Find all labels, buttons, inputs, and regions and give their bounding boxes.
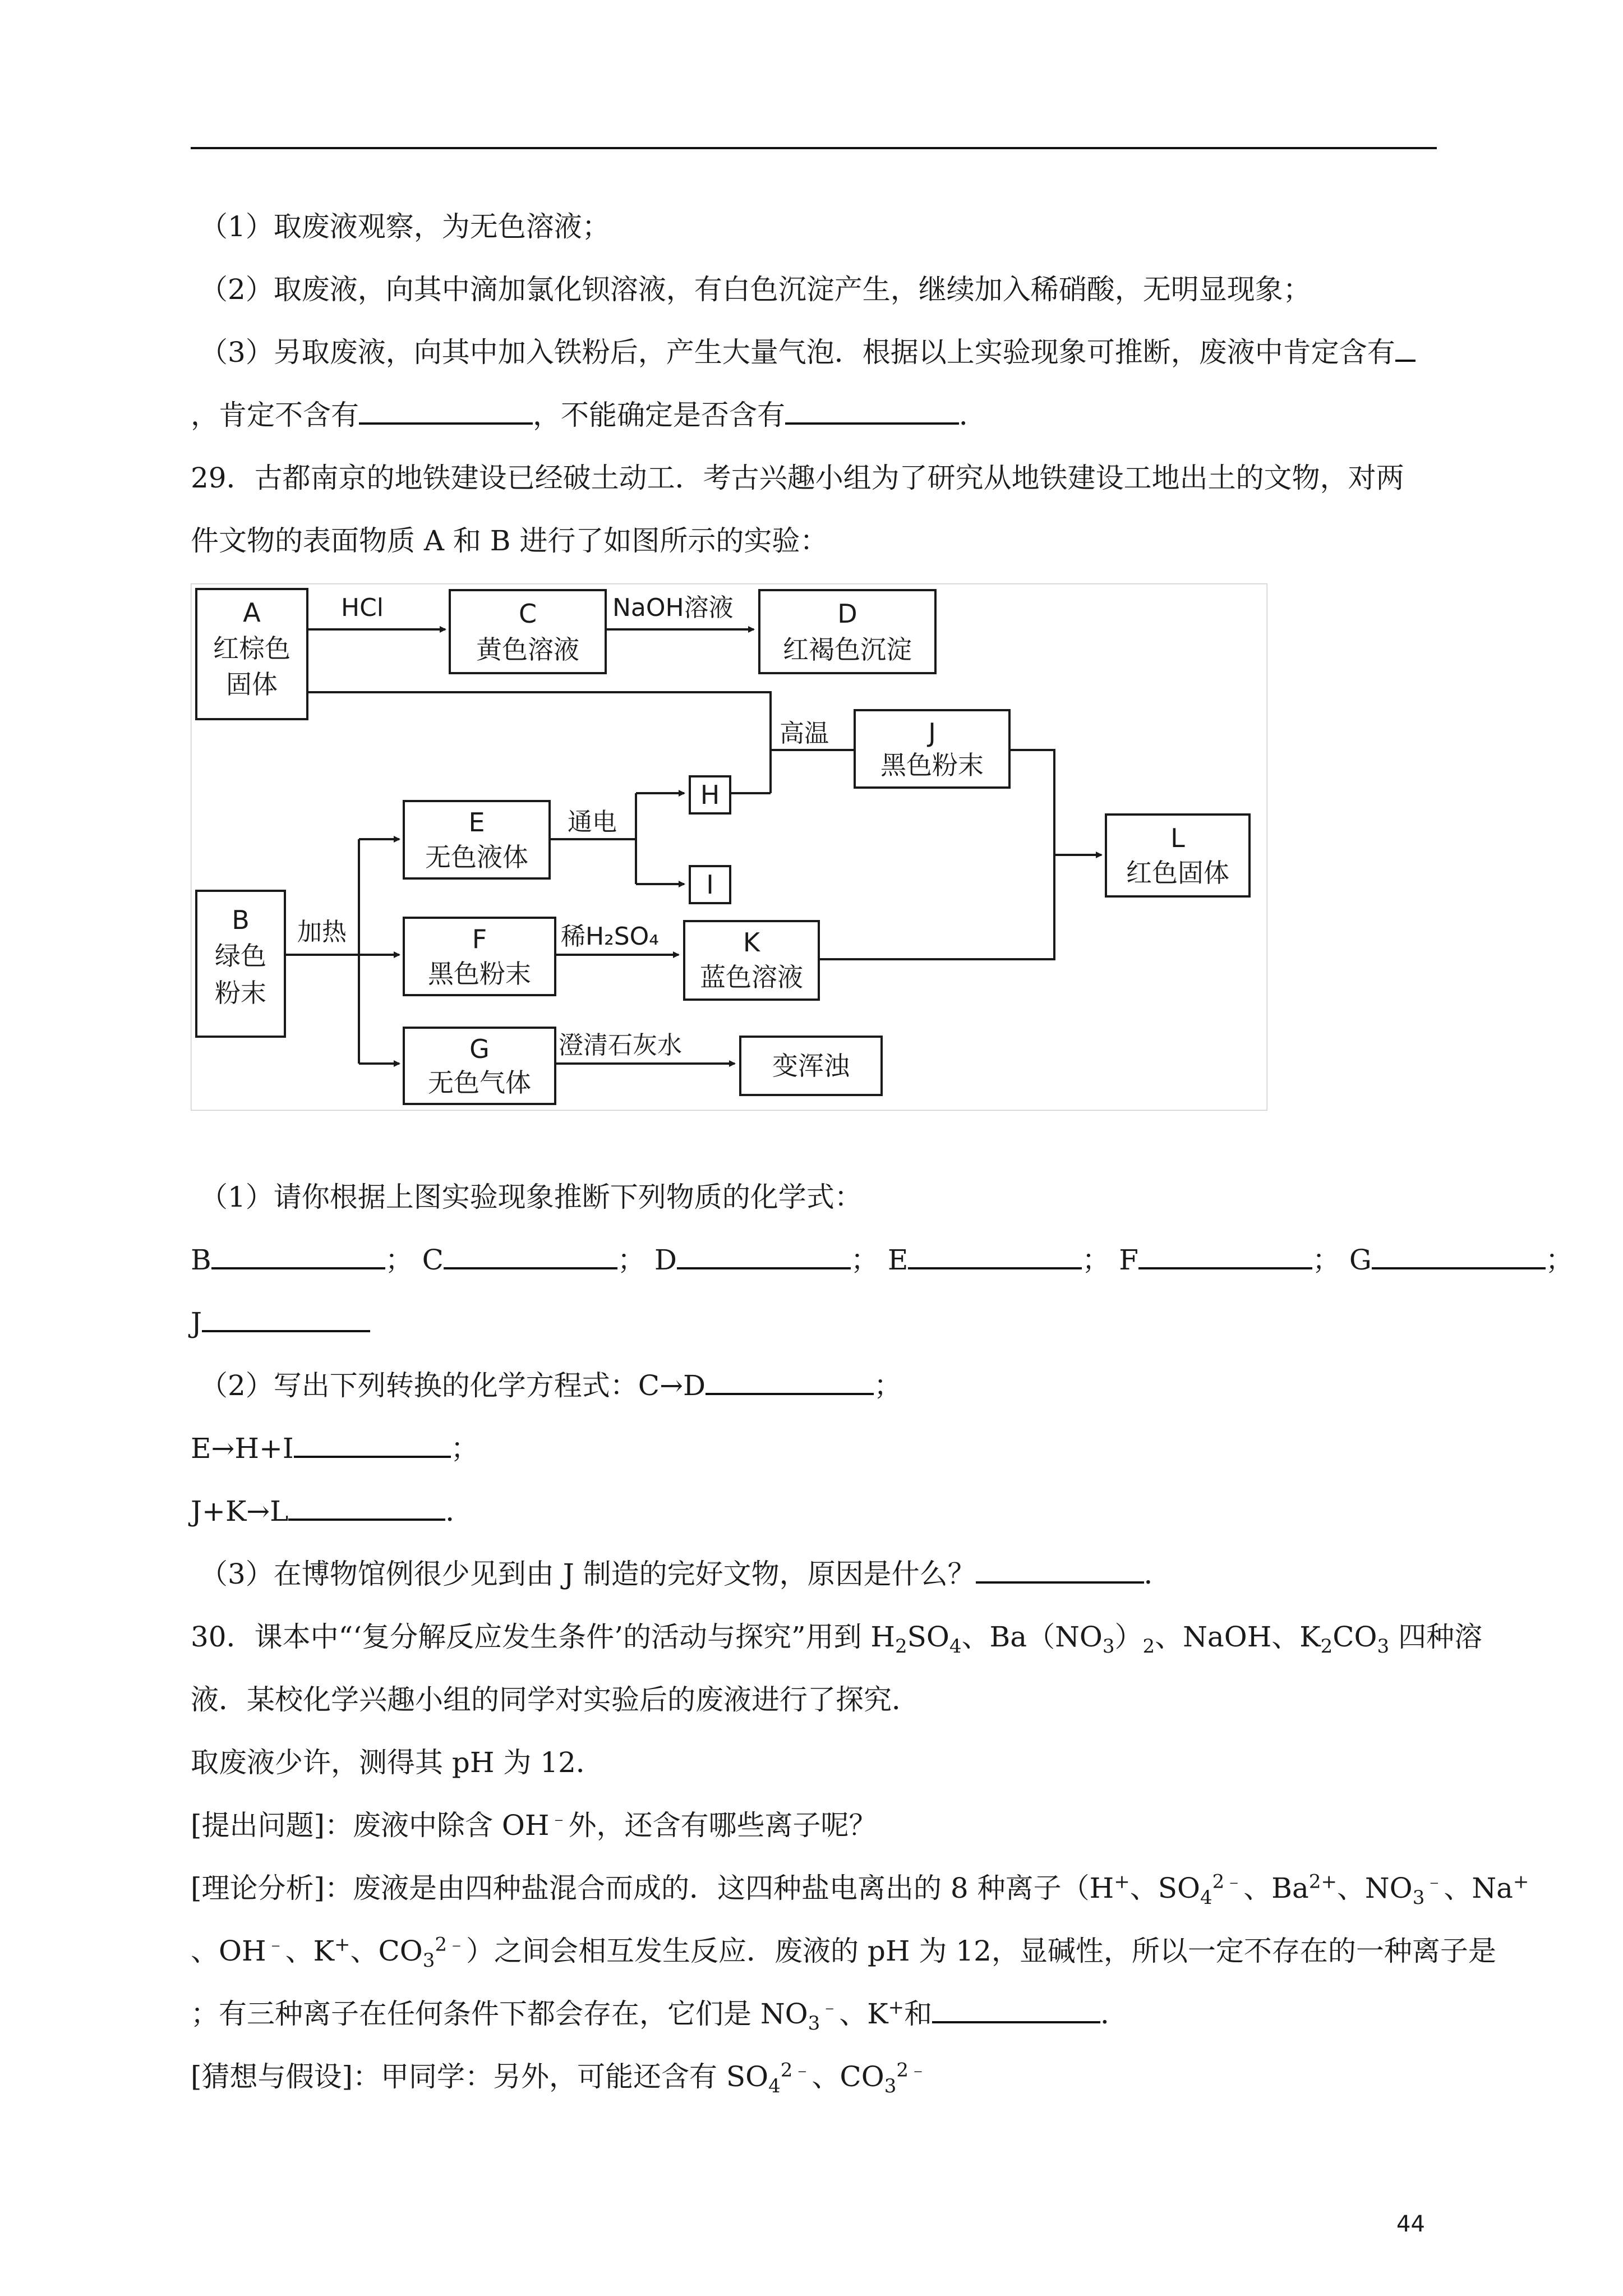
answer-blank-jkl[interactable] (288, 1494, 445, 1521)
text: 、CO (811, 2060, 884, 2093)
sep: ． (445, 1495, 474, 1527)
q30-line-1 (191, 1619, 1483, 1658)
box-b (196, 891, 285, 1037)
box-h-letter: H (700, 780, 720, 810)
box-f-line1: 黑色粉末 (428, 959, 531, 989)
box-j (855, 710, 1009, 788)
sub: 4 (768, 2075, 781, 2097)
sup: ﹣ (549, 1807, 569, 1830)
q30-analysis-3 (191, 1996, 1129, 2035)
box-b-line2: 粉末 (215, 978, 266, 1008)
text: ． (1100, 1998, 1129, 2030)
sep: ； (874, 1369, 902, 1402)
label-naoh: NaOH溶液 (612, 593, 734, 622)
prev-step-1: （1）取废液观察，为无色溶液； (200, 210, 610, 243)
sub: 3 (422, 1949, 435, 1972)
box-d-letter: D (837, 599, 857, 629)
box-d-line1: 红褐色沉淀 (783, 634, 912, 665)
box-a (196, 589, 307, 719)
box-j-line1: 黑色粉末 (880, 750, 984, 780)
text: [提出问题]：废液中除含 OH (191, 1809, 550, 1842)
box-g-letter: G (469, 1034, 490, 1064)
label-gaowen: 高温 (780, 719, 829, 748)
sep: ； (850, 1244, 879, 1276)
q29-part3 (200, 1556, 1172, 1592)
box-k (684, 921, 819, 1000)
label-tongdian: 通电 (568, 808, 617, 836)
label-d: D (654, 1244, 677, 1276)
label-f: F (1119, 1244, 1138, 1276)
box-d (759, 590, 935, 673)
text: 、Ba (1243, 1872, 1309, 1904)
box-e (404, 801, 550, 878)
sup: + (334, 1933, 351, 1956)
q29-eq-jkl (191, 1493, 473, 1529)
answer-blank-ion[interactable] (932, 1996, 1100, 2023)
answer-blank-g[interactable] (1372, 1243, 1546, 1269)
box-b-letter: B (232, 905, 250, 935)
text: ） (1114, 1621, 1143, 1653)
label-b: B (191, 1244, 211, 1276)
text: J+K→L (191, 1495, 289, 1527)
sub: 3 (1102, 1635, 1115, 1658)
box-c-line1: 黄色溶液 (476, 634, 579, 665)
q29-intro-2: 件文物的表面物质 A 和 B 进行了如图所示的实验： (191, 524, 828, 557)
sep: ． (1144, 1558, 1172, 1590)
label-hcl: HCl (341, 593, 384, 622)
q30-hypothesis (191, 2059, 928, 2095)
box-k-line1: 蓝色溶液 (700, 962, 803, 992)
sup: 2+ (1308, 1870, 1337, 1893)
box-f (404, 918, 555, 995)
sub: 2 (895, 1635, 907, 1658)
answer-blank-j[interactable] (202, 1305, 370, 1332)
box-e-letter: E (468, 807, 485, 838)
prev-step-3-cont (191, 397, 987, 433)
sup: 2﹣ (435, 1933, 466, 1956)
text: 、Ba（NO (961, 1621, 1103, 1653)
text: 四种溶 (1389, 1621, 1483, 1653)
q30-analysis-1 (191, 1870, 1529, 1909)
box-a-line2: 固体 (226, 669, 278, 700)
text: 、OH (191, 1935, 266, 1967)
sup: 2﹣ (1212, 1870, 1244, 1893)
reaction-flow-diagram (191, 583, 1267, 1111)
text: CO (1332, 1621, 1377, 1653)
text: [猜想与假设]：甲同学：另外，可能还含有 SO (191, 2060, 769, 2093)
sep: ； (1312, 1244, 1340, 1276)
answer-blank-c[interactable] (444, 1243, 617, 1269)
answer-blank-ehi[interactable] (294, 1431, 451, 1458)
text: 、CO (350, 1935, 423, 1967)
text: 、K (839, 1998, 888, 2030)
box-a-letter: A (243, 597, 261, 628)
box-turbid (740, 1037, 882, 1095)
label-jiare: 加热 (297, 918, 347, 946)
sub: 4 (1200, 1887, 1212, 1909)
q30-analysis-2 (191, 1933, 1496, 1972)
sub: 2 (1320, 1635, 1333, 1658)
prev-step-3 (200, 334, 1415, 370)
text: [理论分析]：废液是由四种盐混合而成的．这四种盐电离出的 8 种离子（H (191, 1872, 1114, 1904)
box-l-letter: L (1170, 823, 1185, 853)
text: （3）在博物馆例很少见到由 J 制造的完好文物，原因是什么？ (200, 1558, 976, 1590)
answer-blank[interactable] (1395, 335, 1415, 362)
sep: ； (450, 1432, 479, 1465)
text: 、Na (1444, 1872, 1513, 1904)
sep: ； (1082, 1244, 1110, 1276)
text: 、K (285, 1935, 334, 1967)
sep: ； (385, 1244, 413, 1276)
answer-blank-f[interactable] (1138, 1243, 1312, 1269)
text: 外，还含有哪些离子呢？ (568, 1809, 877, 1842)
q29-intro-1: 29．古都南京的地铁建设已经破土动工．考古兴趣小组为了研究从地铁建设工地出土的文物，对两 (191, 462, 1404, 494)
text: ，肯定不含有 (191, 399, 359, 431)
page-number: 44 (1396, 2211, 1425, 2237)
sub: 2 (1142, 1635, 1155, 1658)
box-e-line1: 无色液体 (425, 842, 528, 872)
text: ． (959, 399, 987, 431)
sup: + (1513, 1870, 1529, 1893)
box-l (1106, 815, 1249, 896)
label-h2so4: 稀H₂SO₄ (561, 922, 659, 951)
box-b-line1: 绿色 (215, 941, 266, 971)
text: （2）写出下列转换的化学方程式：C→D (200, 1369, 706, 1402)
box-a-line1: 红棕色 (213, 633, 291, 664)
box-c-letter: C (518, 599, 537, 629)
sup: 2﹣ (896, 2059, 928, 2082)
sup: + (1114, 1870, 1130, 1893)
box-h (690, 776, 730, 813)
sub: 3 (884, 2075, 897, 2097)
answer-blank-cd[interactable] (706, 1368, 874, 1395)
q30-line-2: 液．某校化学兴趣小组的同学对实验后的废液进行了探究． (191, 1683, 920, 1716)
sup: ﹣ (1424, 1870, 1444, 1893)
answer-blank-e[interactable] (908, 1243, 1082, 1269)
header-rule (191, 147, 1437, 149)
sup: + (888, 1996, 905, 2019)
answer-blank-p3[interactable] (976, 1557, 1144, 1584)
box-i-letter: I (706, 869, 714, 900)
q30-line-3: 取废液少许，测得其 pH 为 12． (191, 1746, 604, 1779)
q29-eq-ehi (191, 1430, 479, 1466)
label-e: E (887, 1244, 909, 1276)
label-lime-water: 澄清石灰水 (559, 1031, 682, 1060)
sub: 3 (1412, 1887, 1425, 1909)
q29-answer-row (191, 1242, 1574, 1278)
sup: ﹣ (266, 1933, 285, 1956)
answer-blank[interactable] (359, 398, 533, 425)
sep: ； (1545, 1244, 1574, 1276)
q29-part1: （1）请你根据上图实验现象推断下列物质的化学式： (200, 1181, 863, 1213)
q30-question (191, 1807, 877, 1843)
label-j: J (191, 1306, 202, 1339)
text: 、NaOH、K (1155, 1621, 1321, 1653)
label-g: G (1349, 1244, 1372, 1276)
text: ；有三种离子在任何条件下都会存在，它们是 NO (191, 1998, 808, 2030)
text: SO (907, 1621, 949, 1653)
box-f-letter: F (472, 924, 487, 954)
text: ，不能确定是否含有 (533, 399, 785, 431)
answer-blank-d[interactable] (677, 1243, 851, 1269)
text: 和 (904, 1998, 933, 2030)
text: ）之间会相互发生反应．废液的 pH 为 12，显碱性，所以一定不存在的一种离子是 (466, 1935, 1496, 1967)
q29-answer-j (191, 1305, 370, 1341)
box-g-line1: 无色气体 (428, 1068, 531, 1098)
text: E→H+I (191, 1432, 294, 1465)
answer-blank-b[interactable] (211, 1243, 385, 1269)
box-g (404, 1028, 555, 1104)
q29-part2 (200, 1368, 902, 1404)
box-i (690, 866, 730, 903)
text: 、NO (1336, 1872, 1413, 1904)
sup: 2﹣ (780, 2059, 812, 2082)
box-j-letter: J (928, 717, 936, 748)
answer-blank[interactable] (785, 398, 959, 425)
text: 、SO (1129, 1872, 1200, 1904)
sep: ； (617, 1244, 645, 1276)
box-turbid-text: 变浑浊 (772, 1051, 850, 1081)
prev-step-3-text: （3）另取废液，向其中加入铁粉后，产生大量气泡．根据以上实验现象可推断，废液中肯定含有 (200, 336, 1395, 369)
sup: ﹣ (820, 1996, 840, 2019)
prev-step-2: （2）取废液，向其中滴加氯化钡溶液，有白色沉淀产生，继续加入稀硝酸，无明显现象； (200, 273, 1311, 306)
box-l-line1: 红色固体 (1126, 858, 1229, 888)
box-c (450, 590, 606, 673)
box-k-letter: K (743, 927, 760, 958)
sub: 3 (808, 2012, 820, 2035)
text: 30．课本中“‘复分解反应发生条件’的活动与探究”用到 H (191, 1621, 896, 1653)
label-c: C (422, 1244, 444, 1276)
sub: 3 (1377, 1635, 1390, 1658)
sub: 4 (949, 1635, 962, 1658)
